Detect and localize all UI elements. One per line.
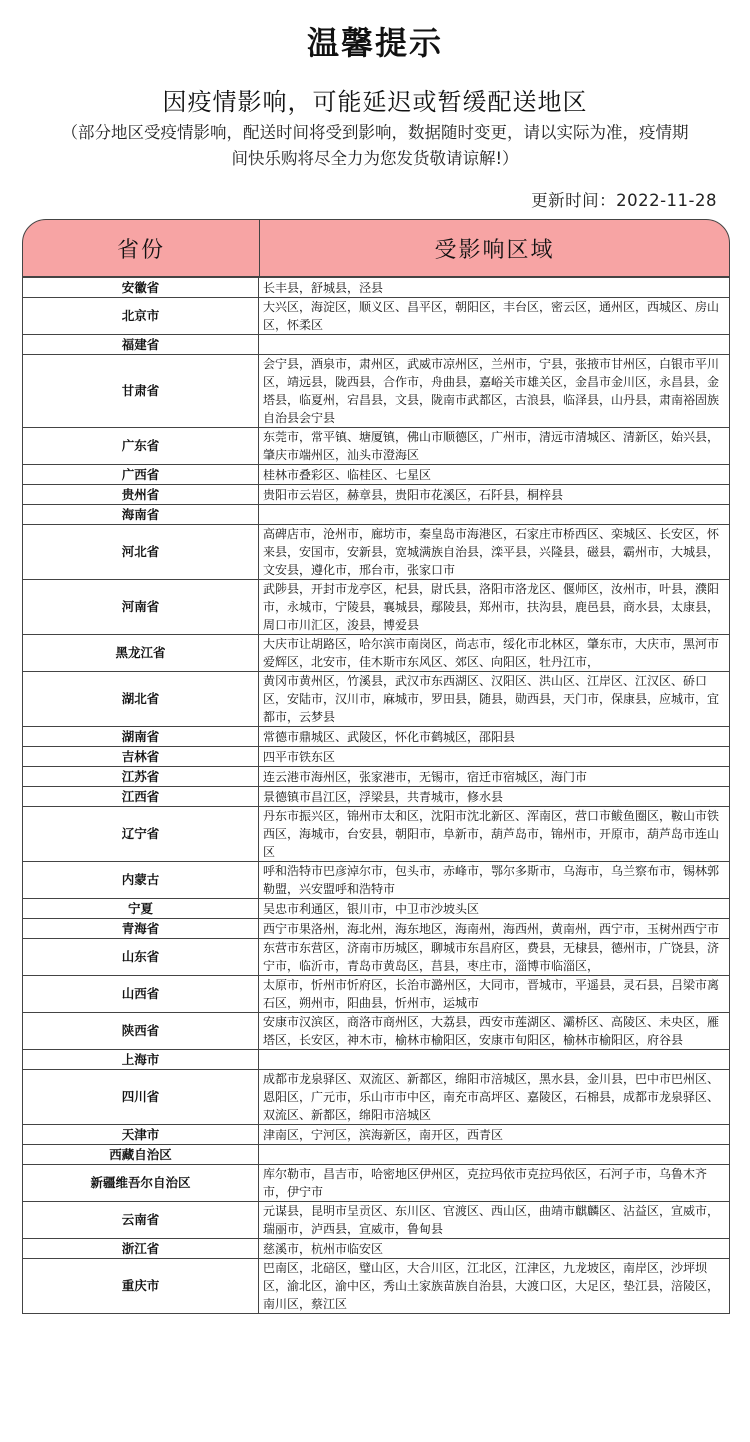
areas-cell: 大庆市让胡路区，哈尔滨市南岗区，尚志市，绥化市北林区，肇东市，大庆市，黑河市爱辉区，北安市，佳木斯市东风区、郊区、向阳区，牡丹江市， xyxy=(259,635,730,672)
areas-cell: 大兴区，海淀区，顺义区、昌平区，朝阳区，丰台区，密云区，通州区，西城区、房山区，怀柔区 xyxy=(259,298,730,335)
areas-cell: 成都市龙泉驿区、双流区、新都区，绵阳市涪城区，黑水县，金川县，巴中市巴州区、恩阳区，广元市，乐山市市中区，南充市高坪区、嘉陵区，石棉县，成都市龙泉驿区、双流区、新都区，绵阳市涪城区 xyxy=(259,1070,730,1125)
table-body xyxy=(22,277,730,1314)
table-row xyxy=(23,727,730,747)
table-row xyxy=(23,1050,730,1070)
table-row xyxy=(23,939,730,976)
header-areas: 受影响区域 xyxy=(434,237,555,263)
table-header xyxy=(22,219,730,277)
province-cell: 贵州省 xyxy=(23,485,259,505)
areas-cell xyxy=(259,335,730,355)
areas-cell xyxy=(259,1145,730,1165)
areas-cell: 呼和浩特市巴彦淖尔市，包头市，赤峰市，鄂尔多斯市，乌海市，乌兰察布市，锡林郭勒盟，兴安盟呼和浩特市 xyxy=(259,862,730,899)
province-cell: 上海市 xyxy=(23,1050,259,1070)
disclaimer-note: （部分地区受疫情影响，配送时间将受到影响，数据随时变更，请以实际为准，疫情期间快乐购将尽全力为您发货敬请谅解!） xyxy=(61,123,689,168)
areas-cell: 太原市，忻州市忻府区，长治市潞州区，大同市，晋城市，平遥县，灵石县，吕梁市离石区，朔州市，阳曲县，忻州市，运城市 xyxy=(259,976,730,1013)
table-row xyxy=(23,1013,730,1050)
table-row xyxy=(23,278,730,298)
table-row xyxy=(23,580,730,635)
province-cell: 海南省 xyxy=(23,505,259,525)
areas-cell: 巴南区，北碚区，璧山区，大合川区，江北区，江津区，九龙坡区，南岸区，沙坪坝区，渝北区，渝中区，秀山土家族苗族自治县，大渡口区，大足区，垫江县，涪陵区，南川区，蔡江区 xyxy=(259,1259,730,1314)
areas-cell: 慈溪市，杭州市临安区 xyxy=(259,1239,730,1259)
province-cell: 宁夏 xyxy=(23,899,259,919)
province-cell: 山东省 xyxy=(23,939,259,976)
province-cell: 广西省 xyxy=(23,465,259,485)
areas-cell: 东营市东营区，济南市历城区，聊城市东昌府区，费县，无棣县，德州市，广饶县，济宁市，临沂市，青岛市黄岛区，莒县，枣庄市，淄博市临淄区， xyxy=(259,939,730,976)
table-row xyxy=(23,355,730,428)
affected-regions-table xyxy=(22,219,730,1314)
areas-cell: 武陟县，开封市龙亭区，杞县，尉氏县，洛阳市洛龙区、偃师区，汝州市，叶县，濮阳市，永城市，宁陵县，襄城县，鄢陵县，郑州市，扶沟县，鹿邑县，商水县，太康县，周口市川汇区，浚县，博爱县 xyxy=(259,580,730,635)
table-row xyxy=(23,767,730,787)
page-title: 温馨提示 xyxy=(306,24,443,62)
areas-cell: 长丰县，舒城县，泾县 xyxy=(259,278,730,298)
areas-cell: 安康市汉滨区，商洛市商州区，大荔县，西安市莲湖区、灞桥区、高陵区、未央区，雁塔区，长安区，神木市，榆林市榆阳区，安康市旬阳区，榆林市榆阳区，府谷县 xyxy=(259,1013,730,1050)
table-row xyxy=(23,899,730,919)
table-row xyxy=(23,1239,730,1259)
areas-cell xyxy=(259,1050,730,1070)
province-cell: 天津市 xyxy=(23,1125,259,1145)
page-subtitle: 因疫情影响，可能延迟或暂缓配送地区 xyxy=(162,88,588,116)
header-province: 省份 xyxy=(23,220,260,276)
update-time: 更新时间：2022-11-28 xyxy=(531,191,717,210)
province-cell: 江苏省 xyxy=(23,767,259,787)
province-cell: 新疆维吾尔自治区 xyxy=(23,1165,259,1202)
province-cell: 吉林省 xyxy=(23,747,259,767)
province-cell: 甘肃省 xyxy=(23,355,259,428)
table-row xyxy=(23,862,730,899)
province-cell: 北京市 xyxy=(23,298,259,335)
areas-cell: 西宁市果洛州，海北州，海东地区，海南州，海西州，黄南州，西宁市，玉树州西宁市 xyxy=(259,919,730,939)
province-cell: 四川省 xyxy=(23,1070,259,1125)
areas-cell: 四平市铁东区 xyxy=(259,747,730,767)
table-row xyxy=(23,787,730,807)
areas-cell: 贵阳市云岩区，赫章县，贵阳市花溪区，石阡县，桐梓县 xyxy=(259,485,730,505)
table-row xyxy=(23,428,730,465)
province-cell: 浙江省 xyxy=(23,1239,259,1259)
province-cell: 辽宁省 xyxy=(23,807,259,862)
table-row xyxy=(23,672,730,727)
province-cell: 河南省 xyxy=(23,580,259,635)
table-row xyxy=(23,1165,730,1202)
province-cell: 湖北省 xyxy=(23,672,259,727)
areas-cell xyxy=(259,505,730,525)
province-cell: 云南省 xyxy=(23,1202,259,1239)
areas-cell: 会宁县，酒泉市，肃州区，武威市凉州区，兰州市，宁县，张掖市甘州区，白银市平川区，靖远县，陇西县，合作市，舟曲县，嘉峪关市雄关区，金昌市金川区，永昌县，金塔县，临夏州，宕昌县，文县，陇南市武都区，古浪县，临泽县，山丹县，肃南裕固族自治县会宁县 xyxy=(259,355,730,428)
areas-cell: 津南区，宁河区，滨海新区，南开区，西青区 xyxy=(259,1125,730,1145)
table-row xyxy=(23,1259,730,1314)
province-cell: 湖南省 xyxy=(23,727,259,747)
areas-cell: 连云港市海州区，张家港市，无锡市，宿迁市宿城区，海门市 xyxy=(259,767,730,787)
areas-cell: 高碑店市，沧州市，廊坊市，秦皇岛市海港区，石家庄市桥西区、栾城区、长安区，怀来县，安国市，安新县，宽城满族自治县，滦平县，兴隆县，磁县，霸州市，大城县，文安县，遵化市，邢台市，张家口市 xyxy=(259,525,730,580)
table-row xyxy=(23,465,730,485)
province-cell: 福建省 xyxy=(23,335,259,355)
areas-cell: 黄冈市黄州区，竹溪县，武汉市东西湖区、汉阳区、洪山区、江岸区、江汉区、硚口区，安陆市，汉川市，麻城市，罗田县，随县，勋西县，天门市，保康县，应城市，宜都市，云梦县 xyxy=(259,672,730,727)
table-row xyxy=(23,747,730,767)
province-cell: 广东省 xyxy=(23,428,259,465)
areas-cell: 景德镇市昌江区，浮梁县，共青城市，修水县 xyxy=(259,787,730,807)
table-row xyxy=(23,505,730,525)
province-cell: 青海省 xyxy=(23,919,259,939)
table-row xyxy=(23,1125,730,1145)
table-row xyxy=(23,976,730,1013)
province-cell: 西藏自治区 xyxy=(23,1145,259,1165)
province-cell: 内蒙古 xyxy=(23,862,259,899)
province-cell: 江西省 xyxy=(23,787,259,807)
table-row xyxy=(23,807,730,862)
table-row xyxy=(23,525,730,580)
province-cell: 陕西省 xyxy=(23,1013,259,1050)
table-row xyxy=(23,335,730,355)
areas-cell: 东莞市，常平镇、塘厦镇，佛山市顺德区，广州市，清远市清城区、清新区，始兴县，肇庆市端州区，汕头市澄海区 xyxy=(259,428,730,465)
province-cell: 安徽省 xyxy=(23,278,259,298)
province-cell: 河北省 xyxy=(23,525,259,580)
table-row xyxy=(23,298,730,335)
table-row xyxy=(23,485,730,505)
areas-cell: 桂林市叠彩区、临桂区、七星区 xyxy=(259,465,730,485)
areas-cell: 丹东市振兴区，锦州市太和区，沈阳市沈北新区、浑南区，营口市鲅鱼圈区，鞍山市铁西区，海城市，台安县，朝阳市，阜新市，葫芦岛市，锦州市，开原市，葫芦岛市连山区 xyxy=(259,807,730,862)
areas-cell: 库尔勒市，昌吉市，哈密地区伊州区，克拉玛依市克拉玛依区，石河子市，乌鲁木齐市，伊宁市 xyxy=(259,1165,730,1202)
table-row xyxy=(23,1070,730,1125)
table-row xyxy=(23,635,730,672)
table-row xyxy=(23,1145,730,1165)
table-row xyxy=(23,919,730,939)
table-row xyxy=(23,1202,730,1239)
areas-cell: 吴忠市利通区，银川市，中卫市沙坡头区 xyxy=(259,899,730,919)
province-cell: 黑龙江省 xyxy=(23,635,259,672)
province-cell: 山西省 xyxy=(23,976,259,1013)
province-cell: 重庆市 xyxy=(23,1259,259,1314)
areas-cell: 常德市鼎城区、武陵区，怀化市鹤城区，邵阳县 xyxy=(259,727,730,747)
areas-cell: 元谋县，昆明市呈贡区、东川区、官渡区、西山区，曲靖市麒麟区、沾益区，宣威市，瑞丽市，泸西县，宣威市，鲁甸县 xyxy=(259,1202,730,1239)
